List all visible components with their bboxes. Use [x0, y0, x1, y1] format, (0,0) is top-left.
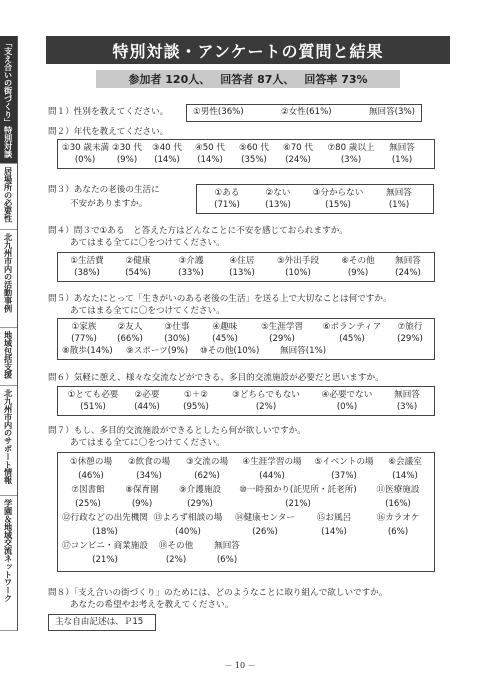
q3-label: ③分からない	[312, 188, 364, 198]
q7-label: ⑰コンビニ・商業施設	[62, 541, 148, 551]
q6-value: (0%)	[336, 402, 358, 412]
q5-value: (45%)	[339, 334, 365, 344]
page-title: 特別対談・アンケートの質問と結果	[46, 36, 450, 64]
q6-value: (3%)	[396, 402, 418, 412]
q7-label: ⑧保育園	[125, 485, 159, 495]
q7-value: (21%)	[285, 499, 311, 509]
q7-label: ⑨介護施設	[178, 485, 222, 495]
q4-value: (13%)	[229, 268, 255, 278]
respondents-count: 回答者 87人、	[220, 73, 295, 86]
q2-label: ③40 代	[152, 143, 182, 153]
q7-label: ⑯カラオケ	[376, 513, 420, 523]
q4-label: ③介護	[178, 256, 204, 266]
q5-extra: ⑧散歩(14%)	[62, 346, 113, 356]
question-3-line2: 不安がありますか。	[70, 199, 148, 209]
participants-count: 参加者 120人、	[128, 73, 211, 86]
q2-label: ⑥70 代	[283, 143, 313, 153]
q3-label: 無回答	[386, 188, 412, 198]
summary-bar	[96, 70, 400, 88]
q4-label: ⑤外出手段	[276, 256, 320, 266]
q5-label: ①家族	[71, 322, 97, 332]
q2-label: ①30 歳未満	[62, 143, 110, 153]
q4-value: (24%)	[395, 268, 421, 278]
q8-note-box: 主な自由記述は、Ｐ15	[48, 614, 156, 631]
q3-value: (15%)	[325, 200, 351, 210]
question-8-line1: 問８）「支え合いの街づくり」のためには、どのようなことに取り組んで欲しいですか。	[48, 588, 388, 598]
q7-label: ⑱その他	[158, 541, 194, 551]
q7-label: ⑮お風呂	[316, 513, 352, 523]
q6-value: (51%)	[80, 402, 106, 412]
question-7-line2: あてはまる全てに〇をつけてください。	[70, 438, 225, 448]
question-4-line2: あてはまる全てに〇をつけてください。	[70, 238, 225, 248]
page-number: － 10 －	[224, 661, 256, 670]
q2-answer-box	[57, 139, 435, 169]
q2-label: ②30 代	[112, 143, 142, 153]
q7-value: (29%)	[187, 499, 213, 509]
q5-value: (77%)	[71, 334, 97, 344]
q2-value: (9%)	[116, 155, 138, 165]
question-4-line1: 問４）問３で①ある と答えた方はどんなことに不安を感じておられますか。	[48, 226, 348, 236]
q4-label: ⑥その他	[341, 256, 375, 266]
q7-label: ⑪医療施設	[376, 485, 420, 495]
q5-label: ⑦旅行	[397, 322, 423, 332]
q7-label: ⑫行政などの出先機関	[62, 513, 148, 523]
side-tab[interactable]: 居場所の必要性	[0, 164, 17, 230]
q4-value: (9%)	[347, 268, 369, 278]
q7-value: (26%)	[252, 527, 278, 537]
q7-value: (34%)	[136, 471, 162, 481]
side-tab-active[interactable]: 「支え合いの街づくり」特別対談	[0, 36, 17, 164]
q7-value: (21%)	[92, 555, 118, 565]
q2-label: 無回答	[389, 143, 415, 153]
q7-label: ⑩一時預かり(託児所・託老所)	[239, 485, 357, 495]
q3-value: (13%)	[265, 200, 291, 210]
q3-value: (1%)	[388, 200, 410, 210]
side-tab[interactable]: 地域包括支援	[0, 328, 17, 386]
q7-value: (2%)	[165, 555, 187, 565]
question-5-line2: あてはまる全てに〇をつけてください。	[70, 306, 225, 316]
q3-value: (71%)	[214, 200, 240, 210]
q5-value: (29%)	[397, 334, 423, 344]
question-2: 問２）年代を教えてください。	[48, 127, 169, 137]
q5-label: ②友人	[117, 322, 143, 332]
q6-value: (44%)	[134, 402, 160, 412]
q7-value: (46%)	[78, 471, 104, 481]
q4-label: 無回答	[395, 256, 421, 266]
question-3-line1: 問３）あなたの老後の生活に	[48, 185, 160, 195]
q2-value: (0%)	[74, 155, 96, 165]
q6-label: ③どちらでもない	[232, 390, 300, 400]
q4-value: (54%)	[125, 268, 151, 278]
q5-value: (29%)	[269, 334, 295, 344]
q7-value: (6%)	[216, 555, 238, 565]
response-rate: 回答率 73%	[304, 73, 368, 86]
side-divider	[17, 36, 18, 631]
side-tab[interactable]: 学園＆地域交流ネットワーク	[0, 496, 17, 631]
q5-extra: 無回答(1%)	[280, 346, 327, 356]
q6-label: 無回答	[394, 390, 420, 400]
q4-value: (33%)	[178, 268, 204, 278]
q7-value: (62%)	[194, 471, 220, 481]
question-7-line1: 問７）もし、多目的交流施設ができるとしたら何が欲しいですか。	[48, 426, 306, 436]
question-1: 問１）性別を教えてください。	[48, 107, 169, 117]
q7-value: (37%)	[331, 471, 357, 481]
q4-label: ②健康	[125, 256, 151, 266]
q5-label: ⑤生涯学習	[260, 322, 304, 332]
q7-value: (25%)	[75, 499, 101, 509]
side-tab[interactable]: 北九州市内のサポート情報	[0, 386, 17, 496]
q5-label: ④趣味	[212, 322, 238, 332]
q7-value: (44%)	[259, 471, 285, 481]
q2-value: (1%)	[391, 155, 413, 165]
q3-label: ①ある	[214, 188, 240, 198]
q6-value: (95%)	[183, 402, 209, 412]
side-tab[interactable]: 北九州市内の活動事例	[0, 230, 17, 328]
q5-value: (45%)	[212, 334, 238, 344]
question-8-line2: あなたの希望やお考えを教えてください。	[70, 600, 234, 610]
q6-answer-box	[57, 386, 435, 416]
q3-label: ②ない	[265, 188, 291, 198]
q4-value: (10%)	[285, 268, 311, 278]
q1-answer: 無回答(3%)	[368, 107, 415, 117]
q5-extra: ⑩その他(10%)	[200, 346, 260, 356]
q7-label: ⑥会議室	[388, 457, 422, 467]
q7-value: (16%)	[385, 499, 411, 509]
q1-answer: ②女性(61%)	[280, 107, 332, 117]
q7-value: (18%)	[92, 527, 118, 537]
q7-label: ⑤イベントの場	[314, 457, 374, 467]
q2-value: (14%)	[154, 155, 180, 165]
q7-label: ②飲食の場	[127, 457, 171, 467]
q7-value: (14%)	[392, 471, 418, 481]
q5-label: ⑥ボランティア	[322, 322, 382, 332]
q5-value: (30%)	[164, 334, 190, 344]
q4-answer-box	[57, 252, 435, 282]
q2-value: (24%)	[285, 155, 311, 165]
q5-label: ③仕事	[164, 322, 190, 332]
q7-value: (40%)	[175, 527, 201, 537]
q2-value: (3%)	[340, 155, 362, 165]
q6-label: ①＋②	[183, 390, 208, 400]
q7-answer-box	[57, 452, 435, 572]
question-5-line1: 問５）あなたにとって「生きがいのある老後の生活」を送る上で大切なことは何ですか。	[48, 294, 392, 304]
q4-value: (38%)	[74, 268, 100, 278]
q2-label: ⑦80 歳以上	[327, 143, 375, 153]
q3-answer-box	[196, 184, 434, 214]
q7-label: ⑦図書館	[71, 485, 105, 495]
q1-answer-box	[186, 104, 422, 122]
q2-label: ⑤60 代	[239, 143, 269, 153]
q7-label: 無回答	[214, 541, 240, 551]
q7-value: (6%)	[387, 527, 409, 537]
q7-value: (9%)	[131, 499, 153, 509]
side-index-tabs	[0, 36, 17, 631]
q7-label: ⑭健康センター	[235, 513, 295, 523]
question-6: 問６）気軽に憩え、様々な交流などができる、多目的交流施設が必要だと思いますか。	[48, 373, 384, 383]
q6-value: (2%)	[255, 402, 277, 412]
q7-label: ①休憩の場	[69, 457, 113, 467]
q6-label: ①とても必要	[67, 390, 119, 400]
q5-value: (66%)	[117, 334, 143, 344]
q2-value: (35%)	[241, 155, 267, 165]
q4-label: ④住居	[229, 256, 255, 266]
q2-label: ④50 代	[195, 143, 225, 153]
q4-label: ①生活費	[70, 256, 104, 266]
q7-label: ④生涯学習の場	[242, 457, 302, 467]
q2-value: (14%)	[197, 155, 223, 165]
q6-label: ②必要	[134, 390, 160, 400]
q7-label: ⑬よろず相談の場	[153, 513, 223, 523]
q7-label: ③交流の場	[185, 457, 229, 467]
q7-value: (14%)	[321, 527, 347, 537]
q5-extra: ⑨スポーツ(9%)	[126, 346, 189, 356]
q5-answer-box	[57, 318, 435, 360]
q6-label: ④必要でない	[321, 390, 373, 400]
q1-answer: ①男性(36%)	[193, 107, 244, 117]
